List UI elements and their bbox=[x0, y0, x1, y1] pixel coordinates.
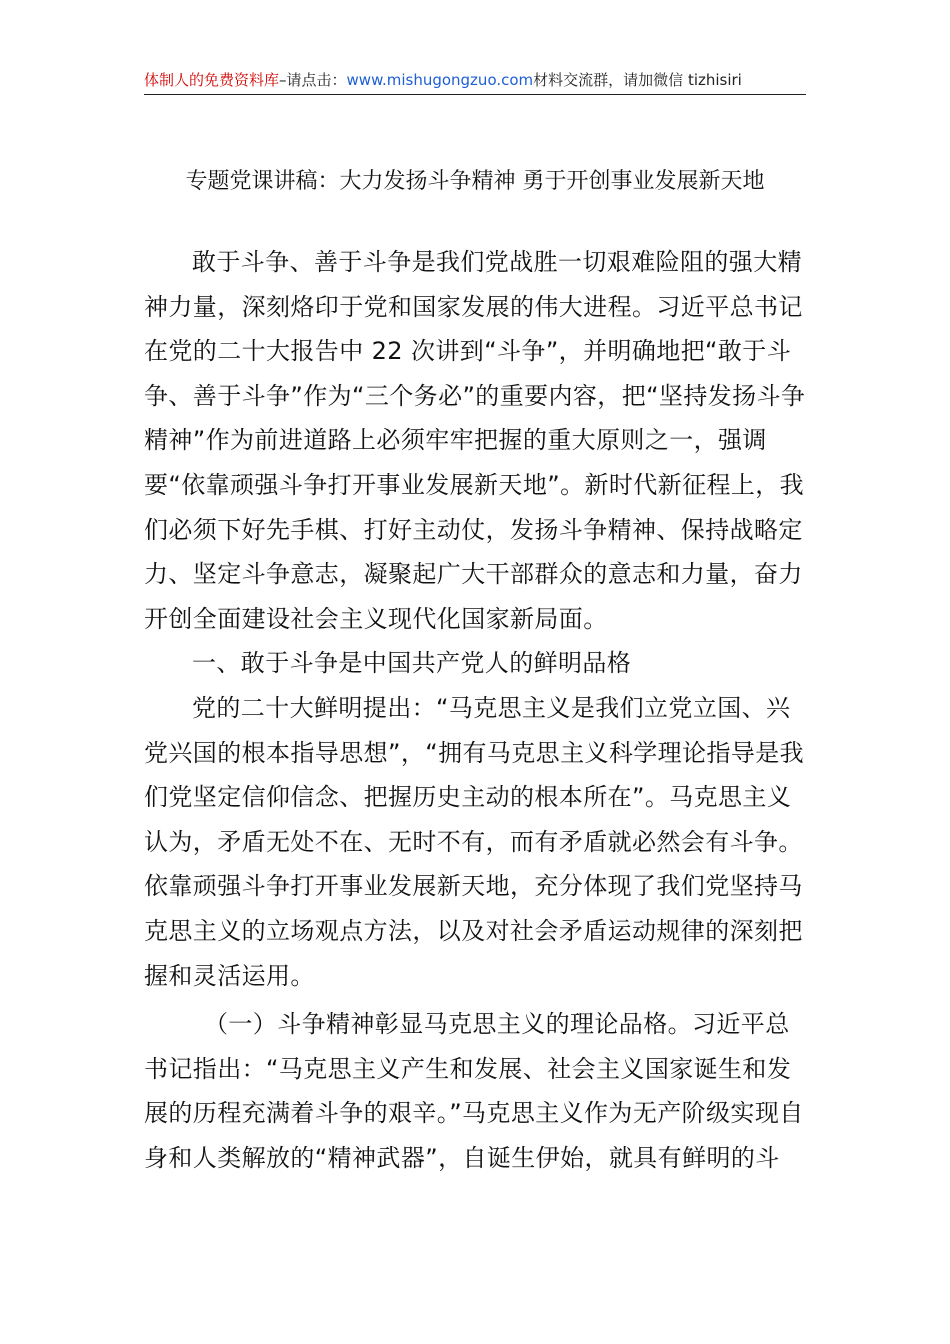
section-1-paragraph: 党的二十大鲜明提出：“马克思主义是我们立党立国、兴党兴国的根本指导思想”，“拥有马克思主义科学理论指导是我们党坚定信仰信念、把握历史主动的根本所在”。马克思主义认为，矛盾无处不在、无时不有，而有矛盾就必然会有斗争。依靠顽强斗争打开事业发展新天地，充分体现了我们党坚持马克思主义的立场观点方法，以及对社会矛盾运动规律的深刻把握和灵活运用。 bbox=[144, 693, 805, 990]
subsection-1-paragraph: （一）斗争精神彰显马克思主义的理论品格。习近平总书记指出：“马克思主义产生和发展、社会主义国家诞生和发展的历程充满着斗争的艰辛。”马克思主义作为无产阶级实现自身和人类解放的“精神武器”，自诞生伊始，就具有鲜明的斗 bbox=[144, 1010, 804, 1172]
document-title: 专题党课讲稿：大力发扬斗争精神 勇于开创事业发展新天地 bbox=[185, 169, 765, 194]
intro-paragraph: 敢于斗争、善于斗争是我们党战胜一切艰难险阻的强大精神力量，深刻烙印于党和国家发展的伟大进程。习近平总书记在党的二十大报告中 22 次讲到“斗争”，并明确地把“敢于斗争、善于斗争”作为“三个务必”的重要内容，把“坚持发扬斗争精神”作为前进道路上必须牢牢把握的重大原则之一，强调要“依靠顽强斗争打开事业发展新天地”。新时代新征程上，我们必须下好先手棋、打好主动仗，发扬斗争精神、保持战略定力、坚定斗争意志，凝聚起广大干部群众的意志和力量，奋力开创全面建设社会主义现代化国家新局面。 bbox=[144, 248, 806, 633]
header-brand: 体制人的免费资料库 bbox=[144, 71, 280, 89]
page-header bbox=[144, 68, 806, 95]
header-contact: 材料交流群，请加微信 tizhisiri bbox=[533, 71, 742, 89]
header-url-link[interactable]: www.mishugongzuo.com bbox=[346, 71, 534, 89]
section-heading-1: 一、敢于斗争是中国共产党人的鲜明品格 bbox=[192, 649, 632, 678]
header-prompt: –请点击： bbox=[279, 71, 347, 89]
document-body bbox=[144, 240, 806, 1180]
